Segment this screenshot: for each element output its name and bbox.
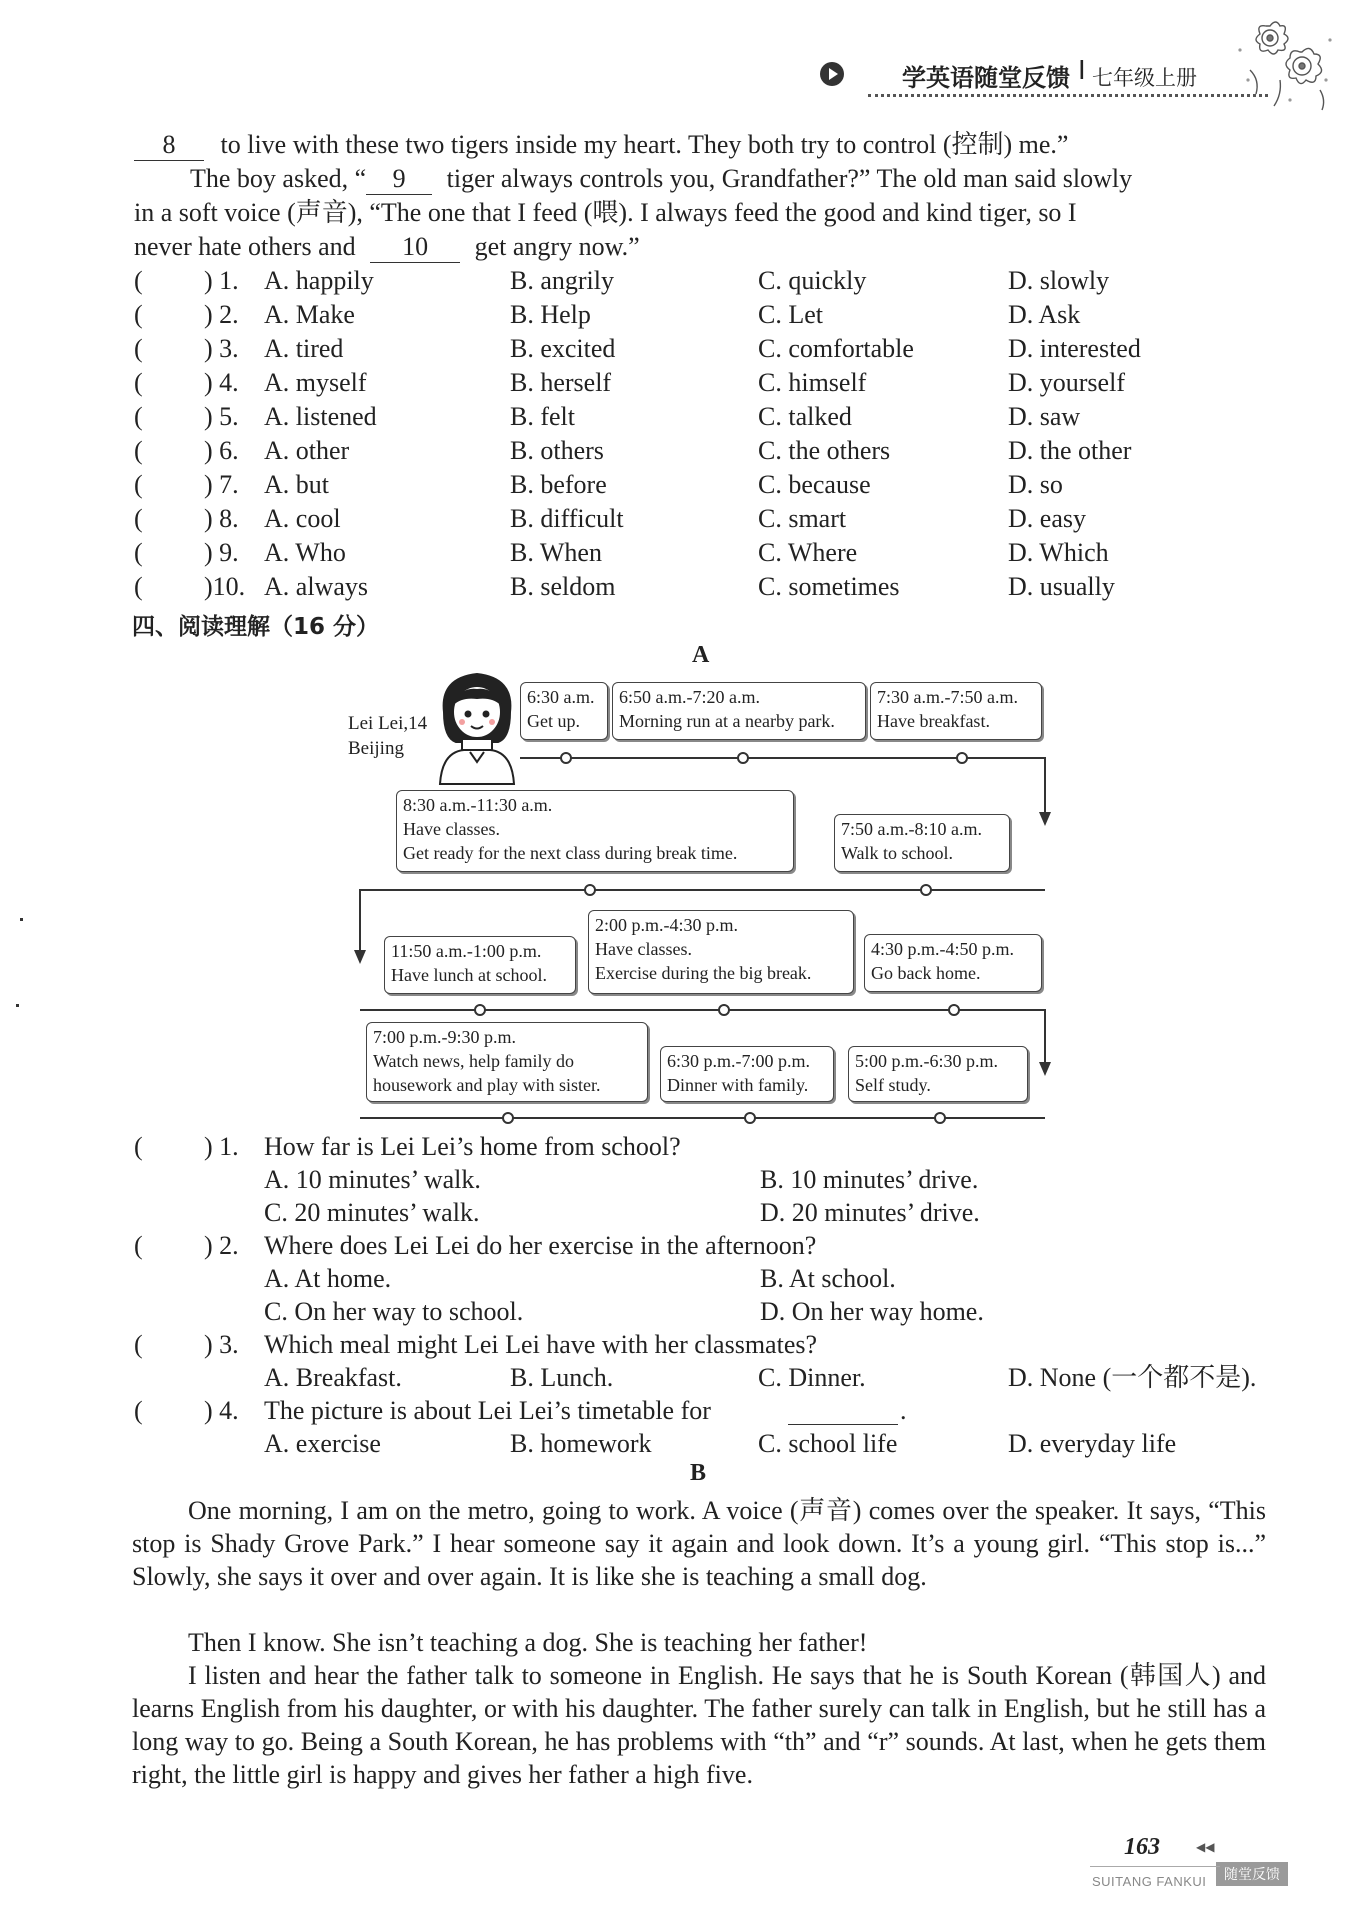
option-d: D. easy	[1008, 504, 1086, 533]
option-b: B. felt	[510, 402, 575, 431]
option-c: C. comfortable	[758, 334, 914, 363]
passage-b-paragraph-1: One morning, I am on the metro, going to work. A voice (声音) comes over the speaker. It says, “This stop is Shady Grove Park.” I hear someone say it again and look down. It’s a young girl. “This stop is...” Slowly, she says it over and over again. It is like she is teaching a small dog.	[132, 1496, 1266, 1591]
question-stem: The picture is about Lei Lei’s timetable for	[264, 1396, 711, 1425]
question-number: )10.	[204, 572, 246, 601]
option-a: A. happily	[264, 266, 374, 295]
option-d: D. usually	[1008, 572, 1115, 601]
footer-rule	[1090, 1866, 1220, 1867]
timeline-box-walk-to-school	[834, 814, 1010, 872]
option-d: D. 20 minutes’ drive.	[760, 1198, 980, 1227]
option-d: D. the other	[1008, 436, 1132, 465]
question-number: ) 8.	[204, 504, 239, 533]
footer-brand-badge: 随堂反馈	[1216, 1862, 1288, 1886]
timeline-node	[920, 884, 932, 896]
box-time: 5:00 p.m.-6:30 p.m.	[855, 1051, 998, 1071]
timeline-node	[934, 1112, 946, 1124]
timeline-box-breakfast	[870, 682, 1042, 740]
box-activity: Have breakfast.	[877, 711, 990, 731]
option-a: A. 10 minutes’ walk.	[264, 1165, 481, 1194]
header-dotted-line	[868, 94, 1268, 97]
option-a: A. exercise	[264, 1429, 381, 1458]
passage-line-3: in a soft voice (声音), “The one that I feed (喂). I always feed the good and kind tiger, so I	[134, 198, 1077, 227]
box-activity-detail: Exercise during the big break.	[595, 963, 812, 983]
question-number: ) 2.	[204, 1231, 239, 1260]
timeline-box-self-study	[848, 1046, 1028, 1102]
option-d: D. everyday life	[1008, 1429, 1177, 1458]
answer-paren-open[interactable]: (	[134, 572, 143, 601]
option-b: B. others	[510, 436, 604, 465]
option-a: A. Who	[264, 538, 346, 567]
box-time: 2:00 p.m.-4:30 p.m.	[595, 915, 738, 935]
section-4-title: 四、阅读理解（16 分）	[132, 614, 380, 640]
passage-line-2	[190, 164, 1132, 195]
timeline-node	[560, 752, 572, 764]
question-number: ) 4.	[204, 1396, 239, 1425]
question-number: ) 2.	[204, 300, 239, 329]
box-activity: Walk to school.	[841, 843, 954, 863]
question-stem: Where does Lei Lei do her exercise in the afternoon?	[264, 1231, 817, 1260]
option-c: C. quickly	[758, 266, 867, 295]
option-d: D. slowly	[1008, 266, 1110, 295]
question-number: ) 5.	[204, 402, 239, 431]
option-a: A. but	[264, 470, 329, 499]
play-icon	[820, 62, 844, 86]
option-a: A. other	[264, 436, 350, 465]
option-a: A. myself	[264, 368, 367, 397]
question-stem: How far is Lei Lei’s home from school?	[264, 1132, 681, 1161]
question-number: ) 6.	[204, 436, 239, 465]
option-b: B. before	[510, 470, 607, 499]
blank-9: 9	[366, 164, 432, 195]
box-time: 7:00 p.m.-9:30 p.m.	[373, 1027, 516, 1047]
header-bar: I	[1078, 56, 1086, 86]
option-d: D. None (一个都不是).	[1008, 1363, 1257, 1392]
box-activity: Go back home.	[871, 963, 981, 983]
option-c: C. On her way to school.	[264, 1297, 524, 1326]
box-time: 7:30 a.m.-7:50 a.m.	[877, 687, 1018, 707]
passage-b-paragraph-2: Then I know. She isn’t teaching a dog. She is teaching her father!	[188, 1628, 868, 1657]
timeline-node	[502, 1112, 514, 1124]
answer-paren-open[interactable]: (	[134, 334, 143, 363]
option-c: C. smart	[758, 504, 847, 533]
option-b: B. When	[510, 538, 602, 567]
option-c: C. 20 minutes’ walk.	[264, 1198, 480, 1227]
answer-paren-open[interactable]: (	[134, 436, 143, 465]
timeline-node	[948, 1004, 960, 1016]
box-activity-detail: Get ready for the next class during break time.	[403, 843, 738, 863]
back-arrows-icon: ◀◀	[1196, 1840, 1215, 1854]
option-c: C. Dinner.	[758, 1363, 866, 1392]
answer-paren-open[interactable]: (	[134, 402, 143, 431]
timeline-box-lunch	[384, 936, 576, 994]
option-a: A. Make	[264, 300, 355, 329]
box-activity: Have classes.	[403, 819, 500, 839]
question-number: ) 4.	[204, 368, 239, 397]
margin-speck	[16, 1004, 19, 1007]
passage-line-4-post: get angry now.”	[474, 232, 640, 261]
box-time: 6:50 a.m.-7:20 a.m.	[619, 687, 760, 707]
option-c: C. talked	[758, 402, 852, 431]
question-number: ) 1.	[204, 266, 239, 295]
option-b: B. Lunch.	[510, 1363, 614, 1392]
girl-avatar-icon	[432, 668, 522, 786]
option-c: C. Where	[758, 538, 858, 567]
passage-line-4	[134, 232, 640, 263]
timeline-box-go-home	[864, 934, 1042, 992]
box-activity: Have classes.	[595, 939, 692, 959]
option-c: C. school life	[758, 1429, 898, 1458]
option-b: B. 10 minutes’ drive.	[760, 1165, 979, 1194]
timeline-node	[744, 1112, 756, 1124]
passage-line-1	[134, 130, 1068, 161]
box-activity: Morning run at a nearby park.	[619, 711, 835, 731]
answer-blank[interactable]	[788, 1396, 898, 1425]
option-b: B. herself	[510, 368, 612, 397]
option-b: B. At school.	[760, 1264, 896, 1293]
blank-8: 8	[134, 130, 204, 161]
answer-paren-open[interactable]: (	[134, 538, 143, 567]
answer-paren-open[interactable]: (	[134, 470, 143, 499]
timeline-node	[718, 1004, 730, 1016]
box-time: 8:30 a.m.-11:30 a.m.	[403, 795, 553, 815]
section-a-label: A	[692, 642, 710, 668]
answer-paren-open[interactable]: (	[134, 1330, 143, 1359]
book-title: 学英语随堂反馈	[902, 63, 1070, 92]
option-a: A. listened	[264, 402, 377, 431]
option-a: A. cool	[264, 504, 341, 533]
option-d: D. Which	[1008, 538, 1109, 567]
timeline-box-evening	[366, 1022, 648, 1102]
option-d: D. yourself	[1008, 368, 1125, 397]
person-city-label: Beijing	[348, 738, 404, 759]
question-number: ) 9.	[204, 538, 239, 567]
question-stem: Which meal might Lei Lei have with her classmates?	[264, 1330, 818, 1359]
timeline-node	[474, 1004, 486, 1016]
box-activity: Watch news, help family do	[373, 1051, 574, 1071]
option-d: D. On her way home.	[760, 1297, 984, 1326]
timeline-node	[737, 752, 749, 764]
option-b: B. angrily	[510, 266, 614, 295]
answer-paren-open[interactable]: (	[134, 1132, 143, 1161]
option-c: C. the others	[758, 436, 891, 465]
option-c: C. Let	[758, 300, 823, 329]
option-a: A. always	[264, 572, 368, 601]
timeline-box-afternoon-classes	[588, 910, 854, 994]
timeline-box-get-up	[520, 682, 608, 740]
timeline-box-morning-run	[612, 682, 866, 740]
passage-line-1-text: to live with these two tigers inside my heart. They both try to control (控制) me.”	[220, 130, 1069, 159]
book-subtitle: 七年级上册	[1092, 66, 1197, 90]
answer-paren-open[interactable]: (	[134, 266, 143, 295]
question-period: .	[900, 1396, 907, 1425]
timeline-box-morning-classes	[396, 790, 794, 872]
option-b: B. difficult	[510, 504, 624, 533]
box-time: 6:30 a.m.	[527, 687, 595, 707]
box-activity: Get up.	[527, 711, 580, 731]
passage-line-2-pre: The boy asked, “	[190, 164, 367, 193]
box-time: 6:30 p.m.-7:00 p.m.	[667, 1051, 810, 1071]
box-activity: Self study.	[855, 1075, 931, 1095]
option-d: D. so	[1008, 470, 1063, 499]
box-time: 7:50 a.m.-8:10 a.m.	[841, 819, 982, 839]
timeline-box-dinner	[660, 1046, 834, 1102]
box-time: 4:30 p.m.-4:50 p.m.	[871, 939, 1014, 959]
option-c: C. because	[758, 470, 871, 499]
option-b: B. Help	[510, 300, 591, 329]
page-number: 163	[1124, 1834, 1160, 1860]
section-b-label: B	[690, 1460, 707, 1486]
option-c: C. sometimes	[758, 572, 900, 601]
box-activity: Dinner with family.	[667, 1075, 809, 1095]
option-d: D. interested	[1008, 334, 1141, 363]
timeline-node	[956, 752, 968, 764]
option-d: D. Ask	[1008, 300, 1081, 329]
option-c: C. himself	[758, 368, 867, 397]
person-name-label: Lei Lei,14	[348, 713, 428, 734]
passage-line-4-pre: never hate others and	[134, 232, 356, 261]
box-activity: Have lunch at school.	[391, 965, 547, 985]
answer-paren-open[interactable]: (	[134, 300, 143, 329]
margin-speck	[20, 918, 23, 921]
box-time: 11:50 a.m.-1:00 p.m.	[391, 941, 542, 961]
answer-paren-open[interactable]: (	[134, 504, 143, 533]
timeline-node	[584, 884, 596, 896]
passage-line-2-post: tiger always controls you, Grandfather?” The old man said slowly	[446, 164, 1133, 193]
option-d: D. saw	[1008, 402, 1081, 431]
option-a: A. At home.	[264, 1264, 392, 1293]
answer-paren-open[interactable]: (	[134, 1231, 143, 1260]
footer-brand-pinyin: SUITANG FANKUI	[1092, 1874, 1207, 1889]
box-activity-detail: housework and play with sister.	[373, 1075, 601, 1095]
option-b: B. seldom	[510, 572, 616, 601]
option-a: A. tired	[264, 334, 344, 363]
answer-paren-open[interactable]: (	[134, 1396, 143, 1425]
question-number: ) 3.	[204, 334, 239, 363]
option-b: B. homework	[510, 1429, 652, 1458]
passage-b-paragraph-3: I listen and hear the father talk to someone in English. He says that he is South Korean (韩国人) and learns English from his daughter, or with his daughter. The father surely can talk in English, but he still has a long way to go. Being a South Korean, he has problems with “th” and “r” sounds. At last, when he gets them right, the little girl is happy and gives her father a high five.	[132, 1661, 1266, 1789]
answer-paren-open[interactable]: (	[134, 368, 143, 397]
blank-10: 10	[370, 232, 460, 263]
flower-decoration-icon	[1230, 10, 1340, 120]
option-b: B. excited	[510, 334, 616, 363]
option-a: A. Breakfast.	[264, 1363, 402, 1392]
question-number: ) 7.	[204, 470, 239, 499]
question-number: ) 3.	[204, 1330, 239, 1359]
question-number: ) 1.	[204, 1132, 239, 1161]
